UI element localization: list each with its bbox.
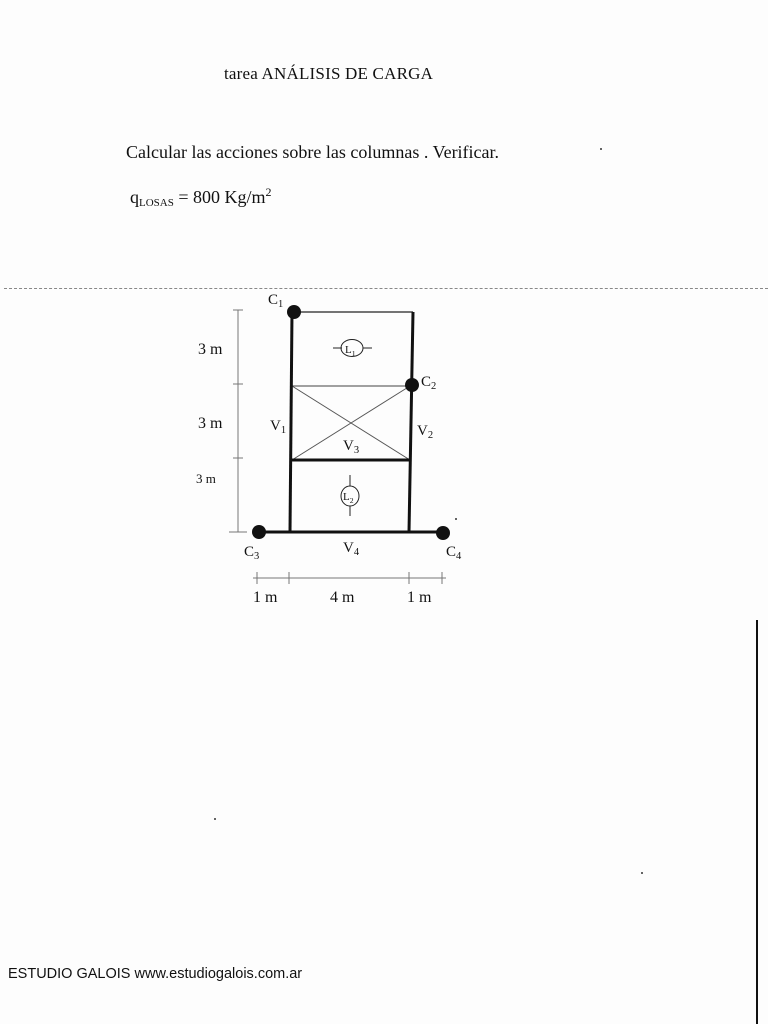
column-c1 — [287, 305, 301, 319]
column-c4 — [436, 526, 450, 540]
label-v3: $V_3$ — [343, 438, 360, 456]
label-l2: $L_2$ — [343, 491, 354, 505]
title-main: ANÁLISIS DE CARGA — [261, 64, 434, 83]
dim-horizontal-2: 4 m — [330, 589, 355, 606]
vertical-dimension-line — [229, 310, 247, 532]
dim-vertical-2: 3 m — [198, 415, 223, 432]
label-subscript: 1 — [278, 299, 284, 310]
title-prefix: tarea — [224, 64, 259, 83]
footer-text: ESTUDIO GALOIS www.estudiogalois.com.ar — [8, 966, 303, 982]
column-c3 — [252, 525, 266, 539]
label-subscript: 4 — [353, 547, 360, 558]
load-symbol: q — [130, 187, 139, 207]
label-subscript: 3 — [254, 551, 260, 562]
label-subscript: 1 — [351, 349, 356, 358]
label-c1: $C_1$ — [268, 292, 284, 310]
label-c2: $C_2$ — [421, 374, 437, 392]
label-subscript: 1 — [280, 425, 287, 436]
label-subscript: 4 — [456, 551, 462, 562]
label-v1: $V_1$ — [270, 418, 287, 436]
label-subscript: 2 — [431, 381, 437, 392]
beam-v1 — [290, 312, 292, 532]
scan-speck — [214, 818, 216, 820]
label-subscript: 2 — [427, 430, 434, 441]
scan-edge-line — [756, 620, 758, 1024]
scan-speck — [641, 872, 643, 874]
label-subscript: 3 — [353, 445, 360, 456]
label-v4: $V_4$ — [343, 540, 360, 558]
label-c4: $C_4$ — [446, 544, 462, 562]
dim-vertical-1: 3 m — [198, 341, 223, 358]
instruction-text: Calcular las acciones sobre las columnas . Verificar. — [126, 142, 500, 162]
dim-vertical-3: 3 m — [196, 471, 216, 486]
load-exponent: 2 — [265, 185, 272, 199]
load-value: = 800 Kg/m — [173, 187, 266, 207]
horizontal-dimension-line — [253, 572, 446, 584]
dim-horizontal-1: 1 m — [253, 589, 278, 606]
load-subscript: LOSAS — [139, 197, 174, 209]
beam-v2 — [409, 312, 413, 532]
label-c3: $C_3$ — [244, 544, 260, 562]
label-v2: $V_2$ — [417, 423, 434, 441]
dim-horizontal-3: 1 m — [407, 589, 432, 606]
label-subscript: 2 — [349, 496, 354, 505]
label-l1: $L_1$ — [345, 344, 356, 358]
scan-speck — [455, 518, 457, 520]
column-c2 — [405, 378, 419, 392]
scan-speck — [600, 148, 602, 150]
